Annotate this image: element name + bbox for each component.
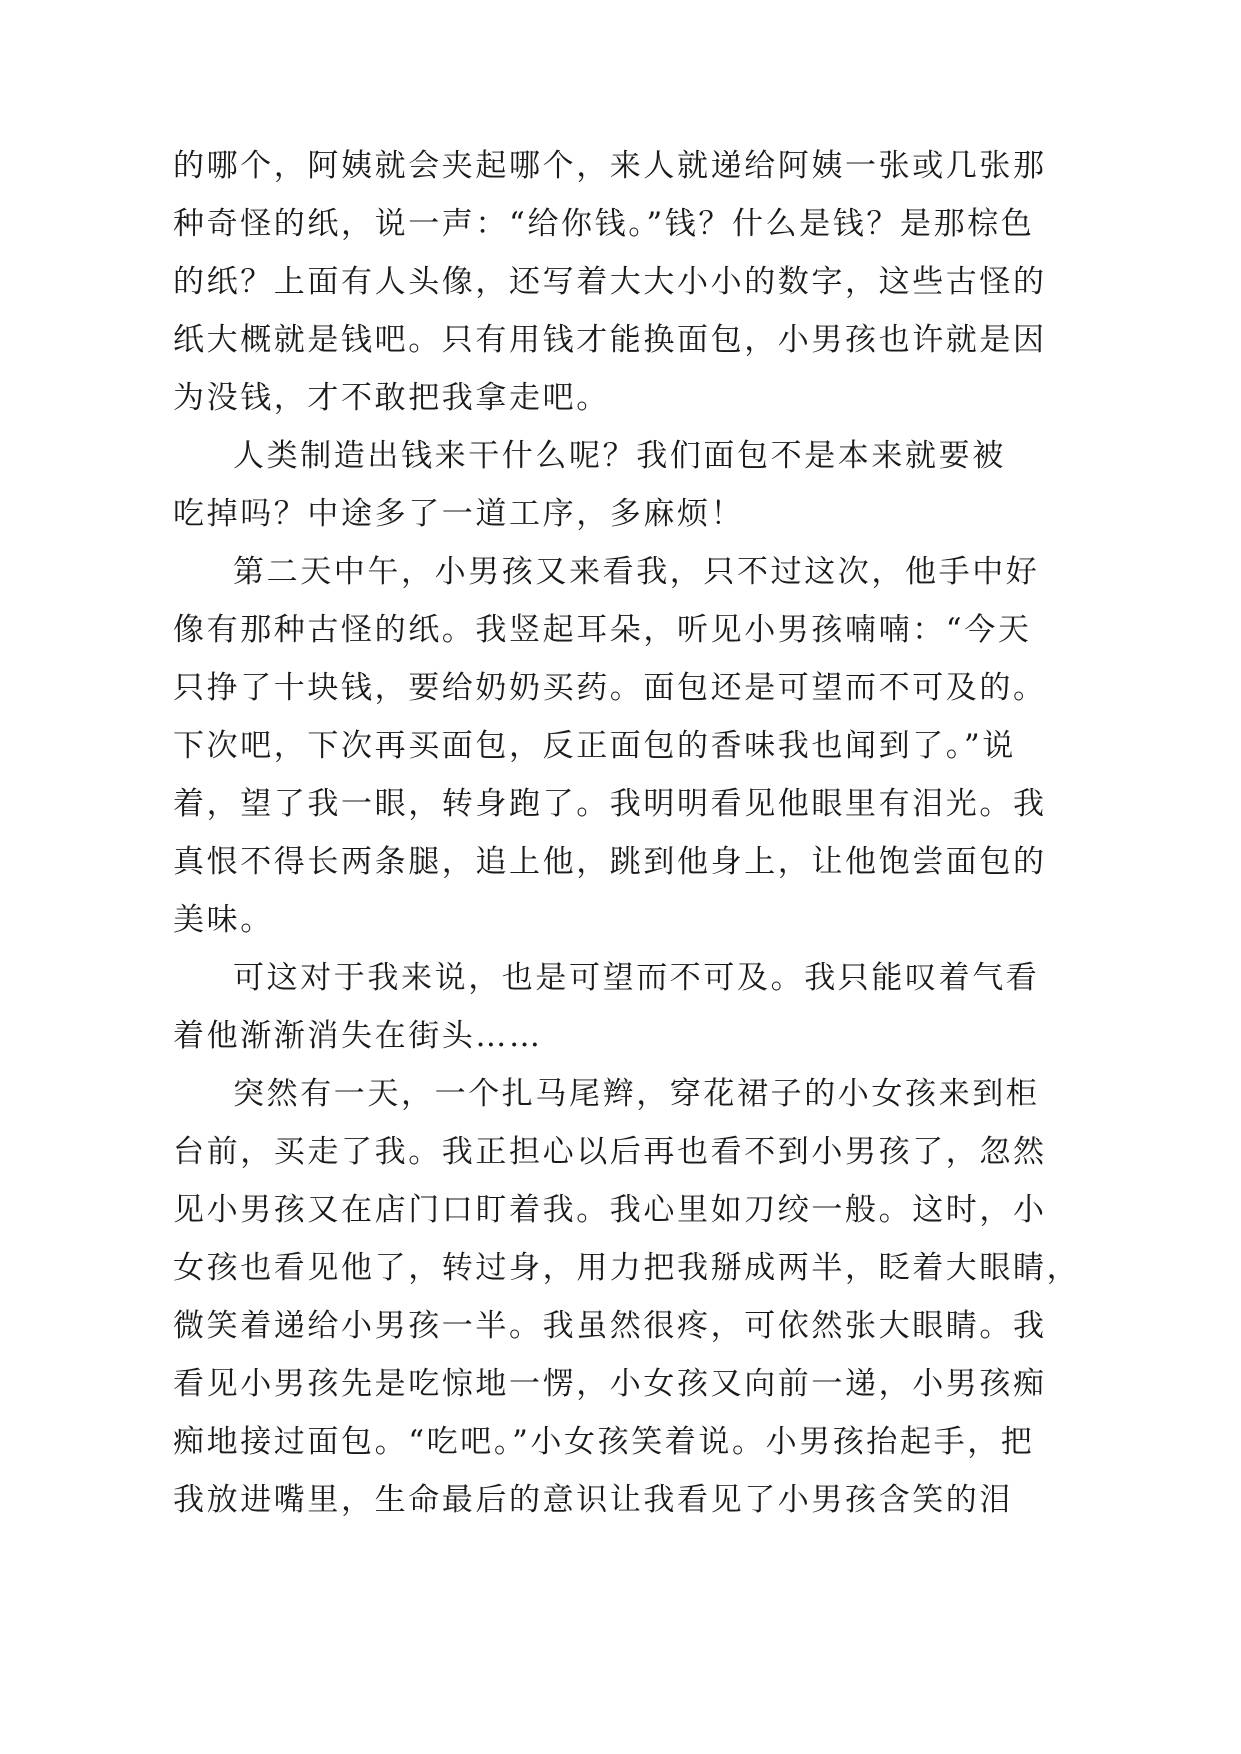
text-line: 见小男孩又在店门口盯着我。我心里如刀绞一般。这时，小 (173, 1192, 1047, 1228)
text-line: 的哪个，阿姨就会夹起哪个，来人就递给阿姨一张或几张那 (173, 148, 1047, 184)
text-line: 只挣了十块钱，要给奶奶买药。面包还是可望而不可及的。 (173, 670, 1047, 706)
text-line: 微笑着递给小男孩一半。我虽然很疼，可依然张大眼睛。我 (173, 1308, 1047, 1344)
text-line: 像有那种古怪的纸。我竖起耳朵，听见小男孩喃喃：“今天 (173, 612, 1032, 648)
text-line: 女孩也看见他了，转过身，用力把我掰成两半，眨着大眼睛， (173, 1250, 1081, 1286)
text-line: 吃掉吗？中途多了一道工序，多麻烦！ (173, 496, 745, 532)
text-line: 我放进嘴里，生命最后的意识让我看见了小男孩含笑的泪 (173, 1482, 1013, 1518)
text-line: 纸大概就是钱吧。只有用钱才能换面包，小男孩也许就是因 (173, 322, 1047, 358)
text-line: 下次吧，下次再买面包，反正面包的香味我也闻到了。”说 (173, 728, 1016, 764)
text-line: 种奇怪的纸，说一声：“给你钱。”钱？什么是钱？是那棕色 (173, 206, 1035, 242)
text-line: 的纸？上面有人头像，还写着大大小小的数字，这些古怪的 (173, 264, 1047, 300)
text-line: 可这对于我来说，也是可望而不可及。我只能叹着气看 (233, 960, 1040, 996)
text-line: 着，望了我一眼，转身跑了。我明明看见他眼里有泪光。我 (173, 786, 1047, 822)
text-line: 痴地接过面包。“吃吧。”小女孩笑着说。小男孩抬起手，把 (173, 1424, 1035, 1460)
text-line: 看见小男孩先是吃惊地一愣，小女孩又向前一递，小男孩痴 (173, 1366, 1047, 1402)
text-line: 人类制造出钱来干什么呢？我们面包不是本来就要被 (233, 438, 1006, 474)
story-text (173, 137, 1081, 1529)
text-line: 真恨不得长两条腿，追上他，跳到他身上，让他饱尝面包的 (173, 844, 1047, 880)
text-line: 着他渐渐消失在街头…… (173, 1018, 543, 1054)
text-line: 为没钱，才不敢把我拿走吧。 (173, 380, 610, 416)
text-line: 美味。 (173, 902, 274, 938)
text-line: 台前，买走了我。我正担心以后再也看不到小男孩了，忽然 (173, 1134, 1047, 1170)
text-line: 第二天中午，小男孩又来看我，只不过这次，他手中好 (233, 554, 1040, 590)
text-line: 突然有一天，一个扎马尾辫，穿花裙子的小女孩来到柜 (233, 1076, 1040, 1112)
